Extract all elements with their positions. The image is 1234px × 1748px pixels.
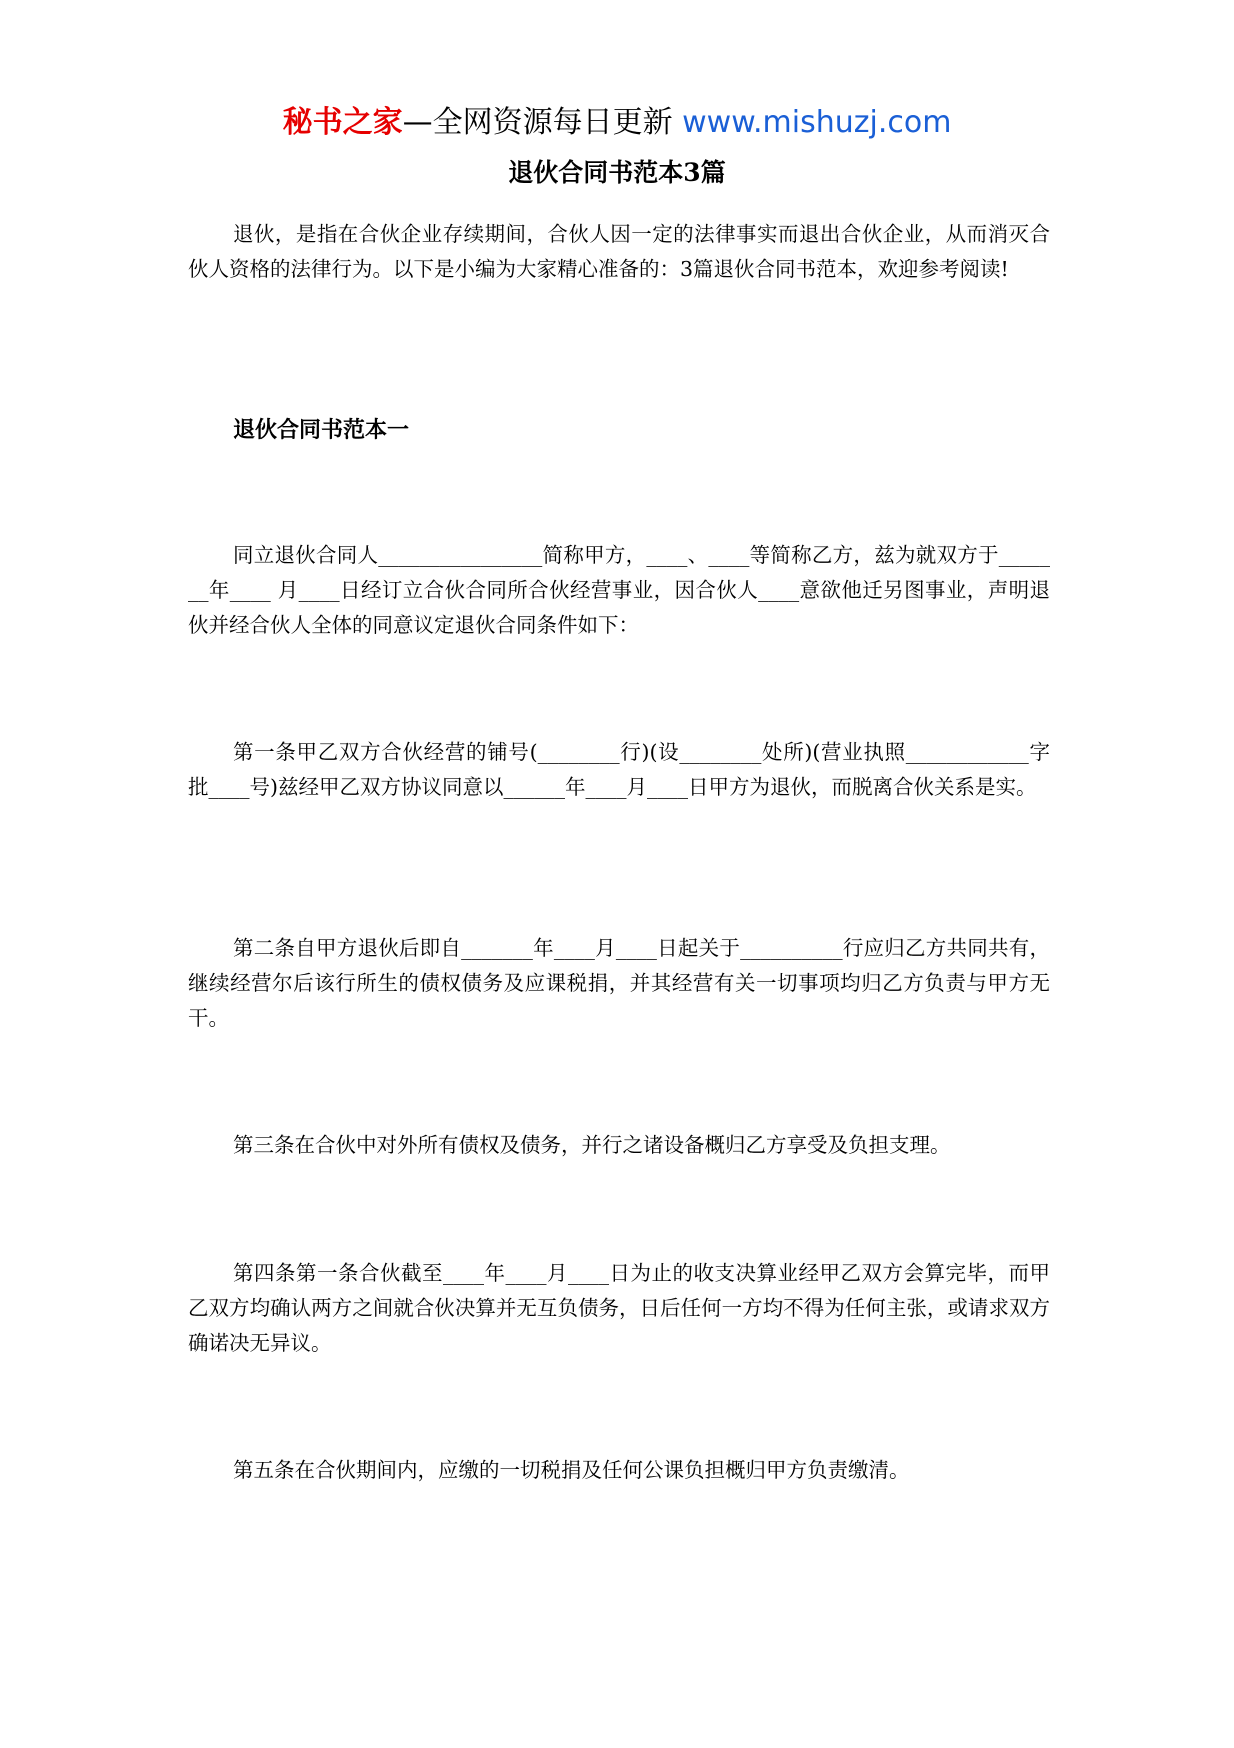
- article-1-paragraph: 第一条甲乙双方合伙经营的铺号(________行)(设________处所)(营业执照____________字批____号)兹经甲乙双方协议同意以______年____月____日甲方为退伙，而脱离合伙关系是实。: [188, 740, 1050, 799]
- brand-name: 秘书之家: [282, 105, 403, 140]
- document-title: 退伙合同书范本3篇: [508, 158, 726, 187]
- article-3-paragraph: 第三条在合伙中对外所有债权及债务，并行之诸设备概归乙方享受及负担支理。: [233, 1133, 951, 1157]
- banner-tagline: —全网资源每日更新: [402, 105, 673, 140]
- section-heading: 退伙合同书范本一: [233, 418, 410, 443]
- site-url-link[interactable]: www.mishuzj.com: [682, 105, 952, 140]
- intro-paragraph: 退伙，是指在合伙企业存续期间，合伙人因一定的法律事实而退出合伙企业，从而消灭合伙人资格的法律行为。以下是小编为大家精心准备的：3篇退伙合同书范本，欢迎参考阅读!: [188, 222, 1050, 281]
- contract-paragraph: 同立退伙合同人________________简称甲方，____、____等简称乙方，兹为就双方于_______年____ 月____日经订立合伙合同所合伙经营事业，因合伙人____意欲他迁另图事业，声明退伙并经合伙人全体的同意议定退伙合同条件如下：: [188, 543, 1050, 637]
- article-5-paragraph: 第五条在合伙期间内，应缴的一切税捐及任何公课负担概归甲方负责缴清。: [233, 1458, 910, 1482]
- article-4-paragraph: 第四条第一条合伙截至____年____月____日为止的收支决算业经甲乙双方会算完毕，而甲乙双方均确认两方之间就合伙决算并无互负债务，日后任何一方均不得为任何主张，或请求双方确诺决无异议。: [188, 1261, 1050, 1355]
- article-2-paragraph: 第二条自甲方退伙后即自_______年____月____日起关于__________行应归乙方共同共有，继续经营尔后该行所生的债权债务及应课税捐，并其经营有关一切事项均归乙方负责与甲方无干。: [188, 936, 1050, 1030]
- site-banner: [0, 103, 1234, 143]
